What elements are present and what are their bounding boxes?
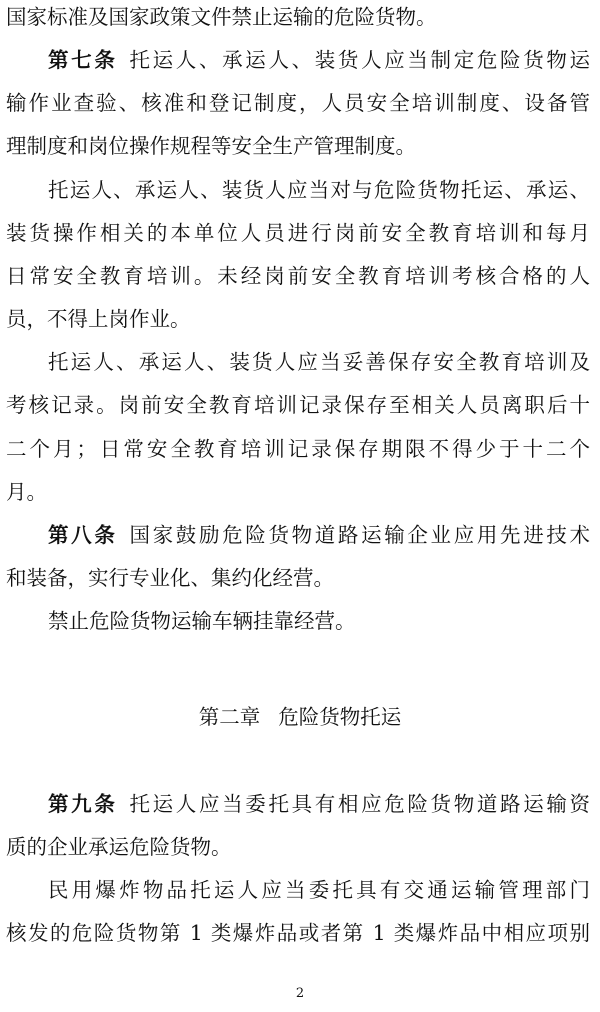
chapter-title: 危险货物托运	[278, 705, 402, 729]
line-text: 日常安全教育培训。未经岗前安全教育培训考核合格的人	[6, 264, 590, 288]
text-line	[6, 86, 590, 120]
line-text: 和装备，实行专业化、集约化经营。	[6, 566, 334, 590]
line-text: 托运人应当委托具有相应危险货物道路运输资	[129, 792, 590, 816]
line-text: 国家鼓励危险货物道路运输企业应用先进技术	[129, 523, 590, 547]
line-text: 禁止危险货物运输车辆挂靠经营。	[48, 609, 356, 633]
line-text: 月。	[6, 480, 47, 504]
article-8-label: 第八条	[48, 523, 118, 547]
text-line	[48, 873, 590, 907]
text-line	[6, 388, 590, 422]
article-9-label: 第九条	[48, 792, 118, 816]
text-line	[6, 259, 590, 293]
text-line	[6, 475, 590, 509]
article-7-heading-line	[48, 43, 590, 77]
text-line	[6, 0, 590, 34]
chapter-number: 第二章	[198, 705, 261, 729]
line-text: 国家标准及国家政策文件禁止运输的危险货物。	[6, 5, 437, 29]
line-text: 考核记录。岗前安全教育培训记录保存至相关人员离职后十	[6, 393, 590, 417]
text-line	[6, 129, 590, 163]
text-line	[48, 604, 590, 638]
line-text: 二个月；日常安全教育培训记录保存期限不得少于十二个	[6, 437, 590, 461]
line-text: 理制度和岗位操作规程等安全生产管理制度。	[6, 134, 416, 158]
text-line	[6, 830, 590, 864]
line-text: 托运人、承运人、装货人应当对与危险货物托运、承运、	[48, 178, 590, 202]
text-line	[6, 302, 590, 336]
article-9-heading-line	[48, 787, 590, 821]
line-text: 员，不得上岗作业。	[6, 307, 191, 331]
text-line	[6, 432, 590, 466]
line-text: 托运人、承运人、装货人应当制定危险货物运	[129, 48, 590, 72]
text-line	[6, 216, 590, 250]
line-text: 输作业查验、核准和登记制度，人员安全培训制度、设备管	[6, 91, 590, 115]
text-line	[48, 345, 590, 379]
article-8-heading-line	[48, 518, 590, 552]
text-line	[6, 916, 590, 950]
line-text: 质的企业承运危险货物。	[6, 835, 232, 859]
text-line	[48, 173, 590, 207]
line-text: 装货操作相关的本单位人员进行岗前安全教育培训和每月	[6, 221, 590, 245]
line-text: 民用爆炸物品托运人应当委托具有交通运输管理部门	[48, 878, 590, 902]
line-text: 核发的危险货物第 1 类爆炸品或者第 1 类爆炸品中相应项别	[6, 921, 590, 945]
chapter-heading	[0, 700, 600, 734]
page-number: 2	[295, 986, 305, 1001]
article-7-label: 第七条	[48, 48, 118, 72]
line-text: 托运人、承运人、装货人应当妥善保存安全教育培训及	[48, 350, 590, 374]
text-line	[6, 561, 590, 595]
